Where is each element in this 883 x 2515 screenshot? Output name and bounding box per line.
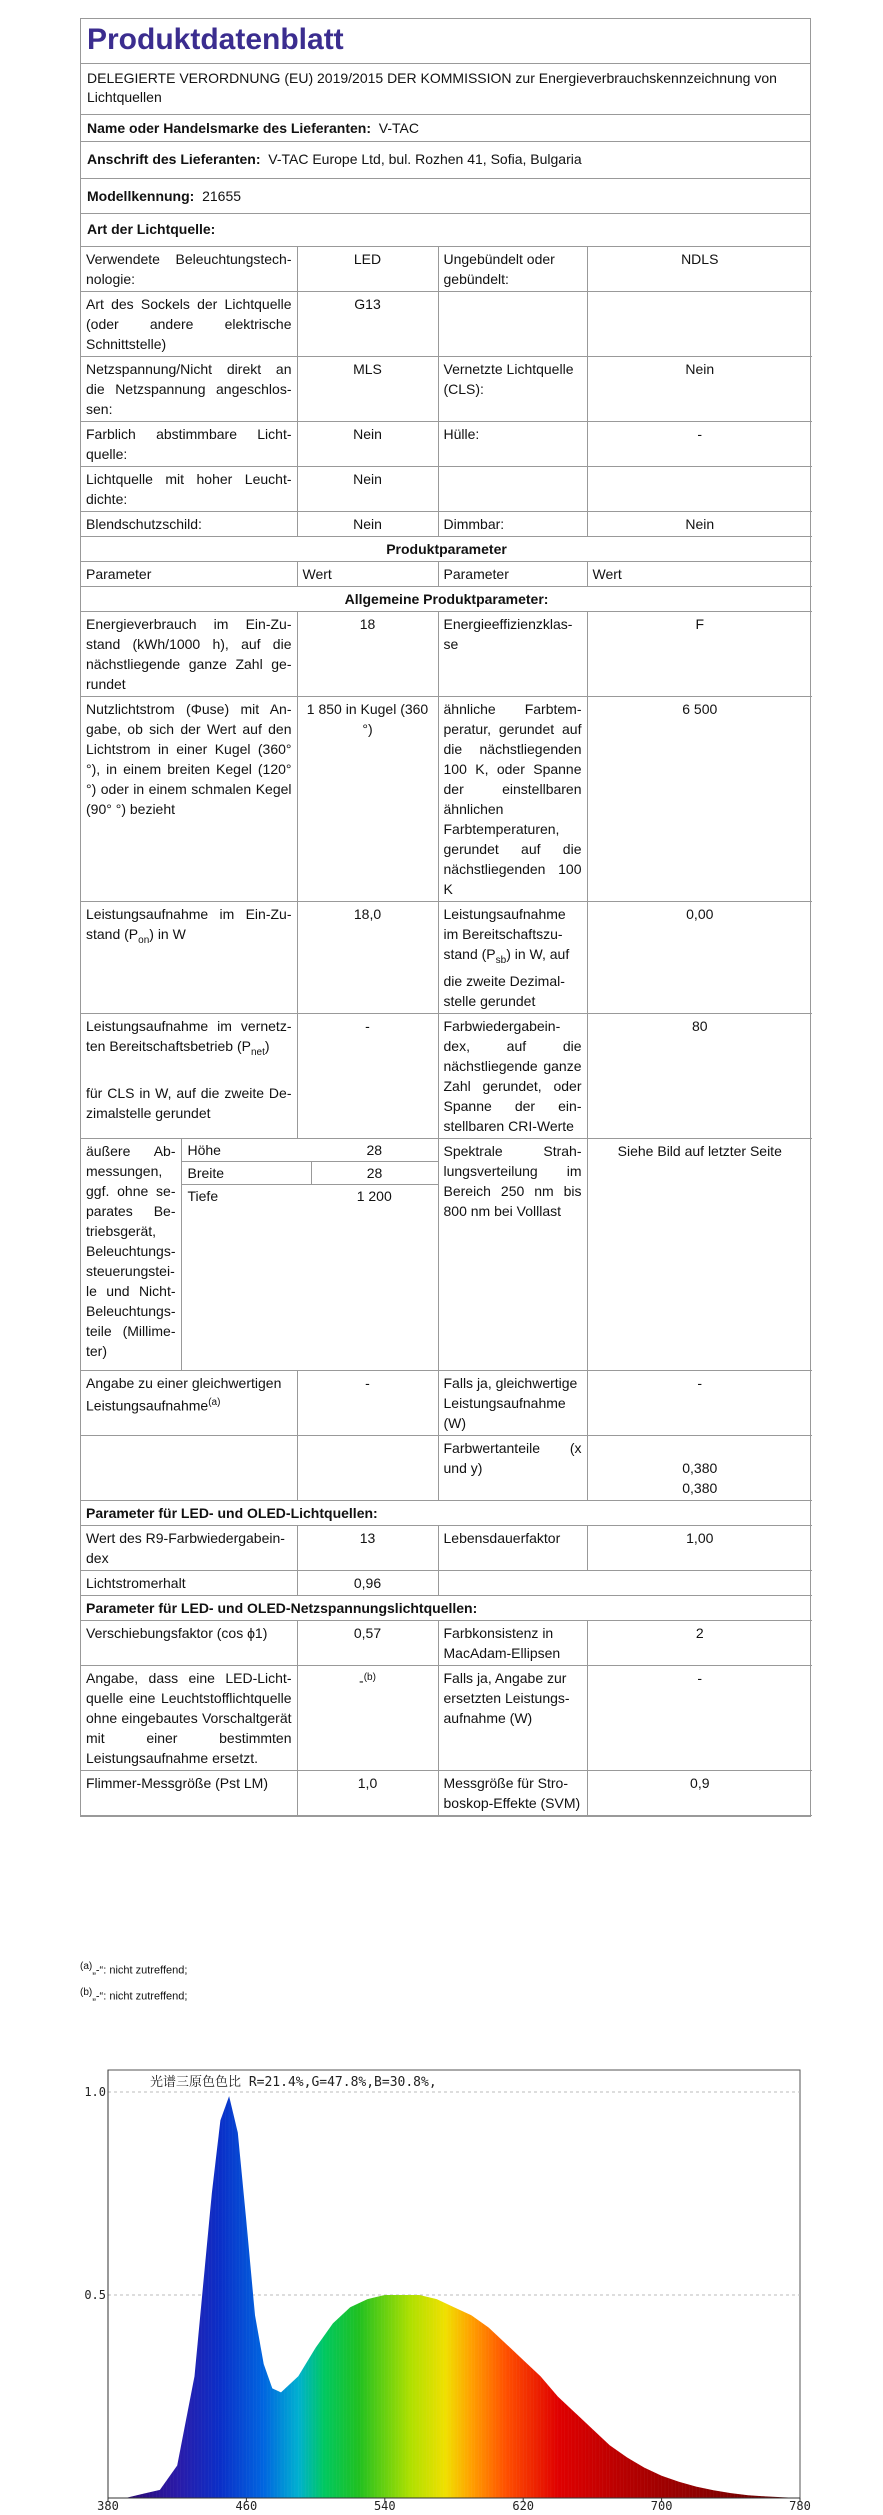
type-row — [81, 467, 812, 512]
type-value-b — [587, 292, 812, 357]
energy-consumption-label: Energieverbrauch im Ein-Zustand (kWh/1000 h), auf die nächstliegende ganze Zahl gerundet — [81, 612, 297, 697]
dim-height-value: 28 — [311, 1139, 438, 1162]
footnote-b: $^{(b)}$„-“: nicht zutreffend; — [80, 1986, 188, 2003]
on-mode-power-label: Leistungsaufnahme im Ein-Zustand $(P_{on})$ in W — [81, 902, 297, 1014]
chart-title: 光谱三原色色比 R=21.4%,G=47.8%,B=30.8%, — [150, 2075, 437, 2090]
replacement-claim-value: -$^{(b)}$ — [297, 1666, 438, 1771]
y-tick-label: 0.5 — [84, 2288, 106, 2302]
replacement-claim-label: Angabe, dass eine LED-Lichtquelle eine Leuchtstofflichtquelle ohne eingebautes Vorschaltgerät mit einer bestimmten Leistungsaufnahme ersetzt. — [81, 1666, 297, 1771]
type-label-a: Farblich abstimmbare Lichtquelle: — [81, 422, 297, 467]
x-tick-label: 700 — [650, 2499, 673, 2510]
spectral-distribution-value: Siehe Bild auf letzter Seite — [587, 1138, 812, 1371]
type-value-b: Nein — [587, 512, 812, 537]
replacement-power-value: - — [587, 1666, 812, 1771]
supplier-name-label: Name oder Handelsmarke des Lieferanten: — [87, 120, 371, 136]
type-label-b: Hülle: — [438, 422, 587, 467]
general-parameters-heading: Allgemeine Produktparameter: — [81, 587, 812, 612]
col-header-value-2: Wert — [587, 562, 812, 587]
chromaticity-label: Farbwertanteile (x und y) — [438, 1436, 587, 1501]
type-value-a: Nein — [297, 467, 438, 512]
replacement-power-label: Falls ja, Angabe zur ersetzten Leistungsaufnahme (W) — [438, 1666, 587, 1771]
product-parameters-table — [81, 537, 812, 1816]
footnote-a: $^{(a)}$„-“: nicht zutreffend; — [80, 1961, 188, 1977]
dim-width-label: Breite — [181, 1161, 311, 1184]
type-row — [81, 357, 812, 422]
r9-label: Wert des R9-Farbwiedergabeindex — [81, 1526, 297, 1571]
product-parameters-heading: Produktparameter — [81, 537, 812, 562]
type-heading: Art der Lichtquelle: — [81, 214, 810, 247]
product-data-sheet — [80, 18, 811, 1817]
type-row — [81, 422, 812, 467]
type-value-b: NDLS — [587, 247, 812, 292]
type-label-a: Verwendete Beleuchtungstechnologie: — [81, 247, 297, 292]
supplier-name-value: V-TAC — [378, 120, 419, 136]
regulation-text: DELEGIERTE VERORDNUNG (EU) 2019/2015 DER KOMMISSION zur Energieverbrauchskennzeichnung von Lichtquellen — [81, 64, 810, 115]
model-label: Modellkennung: — [87, 188, 195, 204]
energy-class-label: Energieeffizienzklasse — [438, 612, 587, 697]
dimensions-label: äußere Abmessungen, ggf. ohne separates Betriebsgerät, Beleuchtungssteuerungsteile und Nicht-Beleuchtungsteile (Millimeter) — [81, 1139, 181, 1371]
model-row — [81, 179, 810, 214]
equivalent-power-label: Angabe zu einer gleichwertigen Leistungsaufnahme$^{(a)}$ — [81, 1371, 297, 1436]
type-label-a: Netzspannung/Nicht direkt an die Netzspannung angeschlossen: — [81, 357, 297, 422]
spectral-distribution-label: Spektrale Strahlungsverteilung im Bereich 250 nm bis 800 nm bei Volllast — [438, 1138, 587, 1371]
col-header-value-1: Wert — [297, 562, 438, 587]
type-value-b: - — [587, 422, 812, 467]
type-label-b — [438, 467, 587, 512]
spectrum-chart-svg — [80, 2052, 811, 2510]
type-value-a: Nein — [297, 422, 438, 467]
type-label-b — [438, 292, 587, 357]
survival-factor-value: 1,00 — [587, 1526, 812, 1571]
type-label-a: Blendschutzschild: — [81, 512, 297, 537]
stroboscopic-metric-value: 0,9 — [587, 1771, 812, 1816]
footnotes — [80, 1956, 187, 2007]
x-tick-label: 540 — [373, 2499, 396, 2510]
type-label-b: Vernetzte Lichtquelle (CLS): — [438, 357, 587, 422]
cri-label: Farbwiedergabeindex, auf die nächstliegende ganze Zahl gerundet, oder Spanne der einstellbaren CRI-Werte — [438, 1013, 587, 1138]
type-label-a: Art des Sockels der Lichtquelle (oder andere elektrische Schnittstelle) — [81, 292, 297, 357]
standby-power-label: Leistungsaufnahme im Bereitschaftszustand $(P_{sb})$ in W, auf die zweite Dezimalstelle gerundet — [438, 902, 587, 1014]
mains-led-parameters-heading: Parameter für LED- und OLED-Netzspannungslichtquellen: — [81, 1596, 812, 1621]
stroboscopic-metric-label: Messgröße für Stroboskop-Effekte (SVM) — [438, 1771, 587, 1816]
type-row — [81, 247, 812, 292]
type-label-b: Ungebündelt oder gebündelt: — [438, 247, 587, 292]
led-parameters-heading: Parameter für LED- und OLED-Lichtquellen: — [81, 1501, 812, 1526]
light-source-type-table — [81, 247, 812, 537]
color-temperature-value: 6 500 — [587, 697, 812, 902]
flicker-metric-value: 1,0 — [297, 1771, 438, 1816]
supplier-address-row — [81, 142, 810, 179]
color-consistency-value: 2 — [587, 1621, 812, 1666]
type-value-a: G13 — [297, 292, 438, 357]
displacement-factor-label: Verschiebungsfaktor (cos ϕ1) — [81, 1621, 297, 1666]
dimensions-cell — [81, 1138, 438, 1371]
col-header-param-2: Parameter — [438, 562, 587, 587]
sheet-title: Produktdatenblatt — [81, 19, 810, 64]
x-tick-label: 620 — [512, 2499, 535, 2510]
equivalent-power-value: - — [297, 1371, 438, 1436]
model-value: 21655 — [202, 188, 242, 204]
dim-width-value: 28 — [311, 1161, 438, 1184]
luminous-flux-label: Nutzlichtstrom (Φuse) mit Angabe, ob sich der Wert auf den Lichtstrom in einer Kugel (360° °), in einem breiten Kegel (120° °) oder in einem schmalen Kegel (90° °) bezieht — [81, 697, 297, 902]
dim-height-label: Höhe — [181, 1139, 311, 1162]
energy-consumption-value: 18 — [297, 612, 438, 697]
type-value-b — [587, 467, 812, 512]
survival-factor-label: Lebensdauerfaktor — [438, 1526, 587, 1571]
x-tick-label: 780 — [789, 2499, 811, 2510]
supplier-address-value: V-TAC Europe Ltd, bul. Rozhen 41, Sofia, Bulgaria — [268, 151, 582, 167]
type-label-b: Dimmbar: — [438, 512, 587, 537]
color-temperature-label: ähnliche Farbtemperatur, gerundet auf die nächstliegenden 100 K, oder Spanne der einstellbaren ähnlichen Farbtemperaturen, gerundet auf die nächstliegenden 100 K — [438, 697, 587, 902]
energy-class-value: F — [587, 612, 812, 697]
cri-value: 80 — [587, 1013, 812, 1138]
type-label-a: Lichtquelle mit hoher Leuchtdichte: — [81, 467, 297, 512]
on-mode-power-value: 18,0 — [297, 902, 438, 1014]
x-tick-label: 380 — [97, 2499, 119, 2510]
luminous-flux-value: 1 850 in Kugel (360 °) — [297, 697, 438, 902]
type-value-a: MLS — [297, 357, 438, 422]
color-consistency-label: Farbkonsistenz in MacAdam-Ellipsen — [438, 1621, 587, 1666]
y-tick-label: 1.0 — [84, 2085, 106, 2099]
type-row — [81, 512, 812, 537]
spectrum-chart — [80, 2052, 811, 2510]
lumen-maintenance-label: Lichtstromerhalt — [81, 1571, 297, 1596]
flicker-metric-label: Flimmer-Messgröße (Pst LM) — [81, 1771, 297, 1816]
supplier-name-row — [81, 115, 810, 142]
x-tick-label: 460 — [235, 2499, 258, 2510]
type-row — [81, 292, 812, 357]
displacement-factor-value: 0,57 — [297, 1621, 438, 1666]
networked-standby-value: - — [297, 1013, 438, 1138]
r9-value: 13 — [297, 1526, 438, 1571]
chromaticity-value: 0,380 0,380 — [587, 1436, 812, 1501]
equivalent-power-watts-label: Falls ja, gleichwertige Leistungsaufnahme (W) — [438, 1371, 587, 1436]
supplier-address-label: Anschrift des Lieferanten: — [87, 151, 261, 167]
type-value-a: Nein — [297, 512, 438, 537]
dim-depth-value: 1 200 — [356, 1187, 392, 1204]
networked-standby-label: Leistungsaufnahme im vernetzten Bereitschaftsbetrieb $(P_{net})$ für CLS in W, auf die zweite Dezimalstelle gerundet — [81, 1013, 297, 1138]
dim-depth-label: Tiefe — [187, 1187, 219, 1204]
lumen-maintenance-value: 0,96 — [297, 1571, 438, 1596]
type-value-b: Nein — [587, 357, 812, 422]
standby-power-value: 0,00 — [587, 902, 812, 1014]
equivalent-power-watts-value: - — [587, 1371, 812, 1436]
col-header-param-1: Parameter — [81, 562, 297, 587]
type-value-a: LED — [297, 247, 438, 292]
